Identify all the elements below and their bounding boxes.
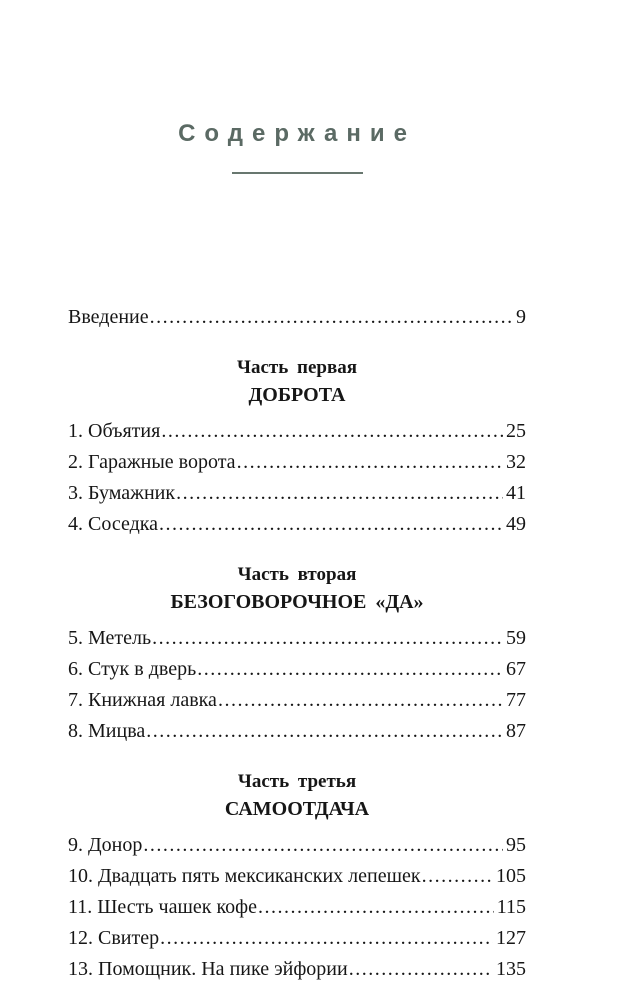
toc-entry bbox=[68, 923, 526, 954]
dot-leader bbox=[258, 892, 494, 923]
toc-entry bbox=[68, 478, 526, 509]
dot-leader bbox=[152, 623, 503, 654]
toc-entry-page-number: 25 bbox=[506, 420, 526, 442]
toc-entry bbox=[68, 509, 526, 540]
toc-entry bbox=[68, 416, 526, 447]
dot-leader bbox=[422, 861, 493, 892]
dot-leader bbox=[160, 923, 493, 954]
dot-leader bbox=[237, 447, 503, 478]
dot-leader bbox=[146, 716, 503, 747]
toc-entry-page-number: 67 bbox=[506, 658, 526, 680]
toc-entry-label: 2. Гаражные ворота bbox=[68, 451, 236, 473]
dot-leader bbox=[349, 954, 493, 985]
toc-entry-label: 4. Соседка bbox=[68, 513, 159, 535]
toc-entry bbox=[68, 861, 526, 892]
toc-entry-label: 11. Шесть чашек кофе bbox=[68, 896, 258, 918]
page-title: Содержание bbox=[178, 120, 416, 147]
toc-entry-page-number: 32 bbox=[506, 451, 526, 473]
toc-entry-label: 12. Свитер bbox=[68, 927, 160, 949]
toc-entry-page-number: 77 bbox=[506, 689, 526, 711]
toc-entry-label: 6. Стук в дверь bbox=[68, 658, 197, 680]
toc-entry bbox=[68, 954, 526, 985]
toc-entry-page-number: 59 bbox=[506, 627, 526, 649]
toc-entry-label: 5. Метель bbox=[68, 627, 152, 649]
toc-entry-page-number: 41 bbox=[506, 482, 526, 504]
toc-entry-label: 9. Донор bbox=[68, 834, 143, 856]
toc-entry bbox=[68, 685, 526, 716]
toc-entry-page-number: 127 bbox=[496, 927, 526, 949]
toc-entry-label: 1. Объятия bbox=[68, 420, 161, 442]
part-1-heading: Часть первая bbox=[237, 357, 357, 378]
toc-entry-page-number: 49 bbox=[506, 513, 526, 535]
dot-leader bbox=[143, 830, 503, 861]
toc-entry-label: 7. Книжная лавка bbox=[68, 689, 217, 711]
toc-entry-label: 10. Двадцать пять мексиканских лепешек bbox=[68, 865, 421, 887]
table-of-contents bbox=[68, 302, 526, 985]
toc-entry-page-number: 105 bbox=[496, 865, 526, 887]
toc-entry-page-number: 115 bbox=[496, 896, 526, 918]
dot-leader bbox=[176, 478, 503, 509]
dot-leader bbox=[197, 654, 503, 685]
part-3-heading: Часть третья bbox=[237, 771, 357, 792]
toc-entry-label: 13. Помощник. На пике эйфории bbox=[68, 958, 348, 980]
part-2-heading: Часть вторая bbox=[237, 564, 357, 585]
dot-leader bbox=[159, 509, 503, 540]
toc-entry-page-number: 135 bbox=[496, 958, 526, 980]
part-1-subtitle: ДОБРОТА bbox=[248, 384, 346, 406]
dot-leader bbox=[161, 416, 503, 447]
part-2-subtitle: БЕЗОГОВОРОЧНОЕ «ДА» bbox=[170, 591, 424, 613]
toc-entry bbox=[68, 716, 526, 747]
part-3-subtitle: САМООТДАЧА bbox=[224, 798, 370, 820]
toc-entry-label: 8. Мицва bbox=[68, 720, 146, 742]
toc-entry bbox=[68, 654, 526, 685]
toc-entry bbox=[68, 830, 526, 861]
toc-entry-page-number: 95 bbox=[506, 834, 526, 856]
title-divider bbox=[232, 172, 363, 174]
toc-entry-page-number: 9 bbox=[516, 306, 526, 328]
content-column bbox=[68, 0, 526, 985]
toc-entry-introduction bbox=[68, 302, 526, 333]
toc-entry-label: Введение bbox=[68, 306, 149, 328]
toc-entry bbox=[68, 447, 526, 478]
toc-entry-label: 3. Бумажник bbox=[68, 482, 176, 504]
toc-entry bbox=[68, 623, 526, 654]
dot-leader bbox=[150, 302, 513, 333]
toc-entry-page-number: 87 bbox=[506, 720, 526, 742]
toc-entry bbox=[68, 892, 526, 923]
dot-leader bbox=[218, 685, 503, 716]
